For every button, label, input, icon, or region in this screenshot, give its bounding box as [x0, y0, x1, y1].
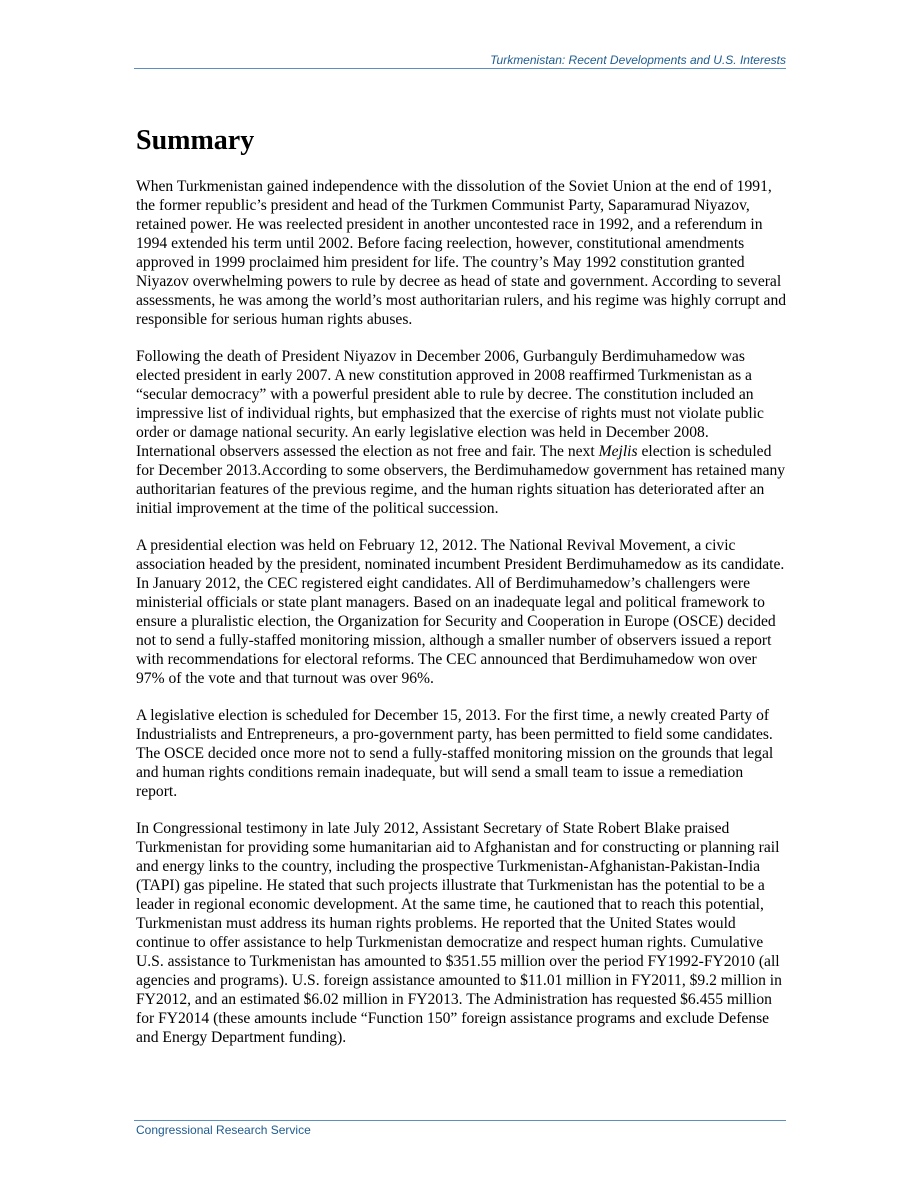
paragraph-succession [136, 347, 788, 518]
mejlis-term: Mejlis [598, 443, 638, 460]
running-header: Turkmenistan: Recent Developments and U.S. Interests [490, 53, 786, 67]
paragraph-presidential-election: A presidential election was held on February 12, 2012. The National Revival Movement, a civic association headed by the president, nominated incumbent President Berdimuhamedow as its candidate. In January 2012, the CEC registered eight candidates. All of Berdimuhamedow’s challengers were ministerial officials or state plant managers. Based on an inadequate legal and political framework to ensure a pluralistic election, the Organization for Security and Cooperation in Europe (OSCE) decided not to send a fully-staffed monitoring mission, although a smaller number of observers issued a report with recommendations for electoral reforms. The CEC announced that Berdimuhamedow won over 97% of the vote and that turnout was over 96%. [136, 537, 785, 687]
paragraph-independence: When Turkmenistan gained independence with the dissolution of the Soviet Union at the end of 1991, the former republic’s president and head of the Turkmen Communist Party, Saparamurad Niyazov, retained power. He was reelected president in another uncontested race in 1992, and a referendum in 1994 extended his term until 2002. Before facing reelection, however, constitutional amendments approved in 1999 proclaimed him president for life. The country’s May 1992 constitution granted Niyazov overwhelming powers to rule by decree as head of state and government. According to several assessments, he was among the world’s most authoritarian rulers, and his regime was highly corrupt and responsible for serious human rights abuses. [136, 178, 787, 328]
page-title: Summary [136, 125, 255, 156]
summary-body [136, 177, 788, 1065]
paragraph-text: Following the death of President Niyazov in December 2006, Gurbanguly Berdimuhamedow was elected president in early 2007. A new constitution approved in 2008 reaffirmed Turkmenistan as a “secular democracy” with a powerful president able to rule by decree. The constitution included an impressive list of individual rights, but emphasized that the exercise of rights must not violate public order or damage national security. An early legislative election was held in December 2008. International observers assessed the election as not free and fair. The next [136, 348, 764, 460]
header-divider [134, 68, 786, 69]
paragraph-us-relations: In Congressional testimony in late July 2012, Assistant Secretary of State Robert Blake praised Turkmenistan for providing some humanitarian aid to Afghanistan and for constructing or planning rail and energy links to the country, including the prospective Turkmenistan-Afghanistan-Pakistan-India (TAPI) gas pipeline. He stated that such projects illustrate that Turkmenistan has the potential to be a leader in regional economic development. At the same time, he cautioned that to reach this potential, Turkmenistan must address its human rights problems. He reported that the United States would continue to offer assistance to help Turkmenistan democratize and respect human rights. Cumulative U.S. assistance to Turkmenistan has amounted to $351.55 million over the period FY1992-FY2010 (all agencies and programs). U.S. foreign assistance amounted to $11.01 million in FY2011, $9.2 million in FY2012, and an estimated $6.02 million in FY2013. The Administration has requested $6.455 million for FY2014 (these amounts include “Function 150” foreign assistance programs and exclude Defense and Energy Department funding). [136, 820, 782, 1046]
running-footer: Congressional Research Service [136, 1123, 311, 1137]
paragraph-text: election is scheduled for December 2013.According to some observers, the Berdimuhamedow government has retained many authoritarian features of the previous regime, and the human rights situation has deteriorated after an initial improvement at the time of the political succession. [136, 443, 786, 517]
paragraph-legislative-election: A legislative election is scheduled for December 15, 2013. For the first time, a newly created Party of Industrialists and Entrepreneurs, a pro-government party, has been permitted to field some candidates. The OSCE decided once more not to send a fully-staffed monitoring mission on the grounds that legal and human rights conditions remain inadequate, but will send a small team to issue a remediation report. [136, 707, 774, 800]
footer-divider [134, 1120, 786, 1121]
